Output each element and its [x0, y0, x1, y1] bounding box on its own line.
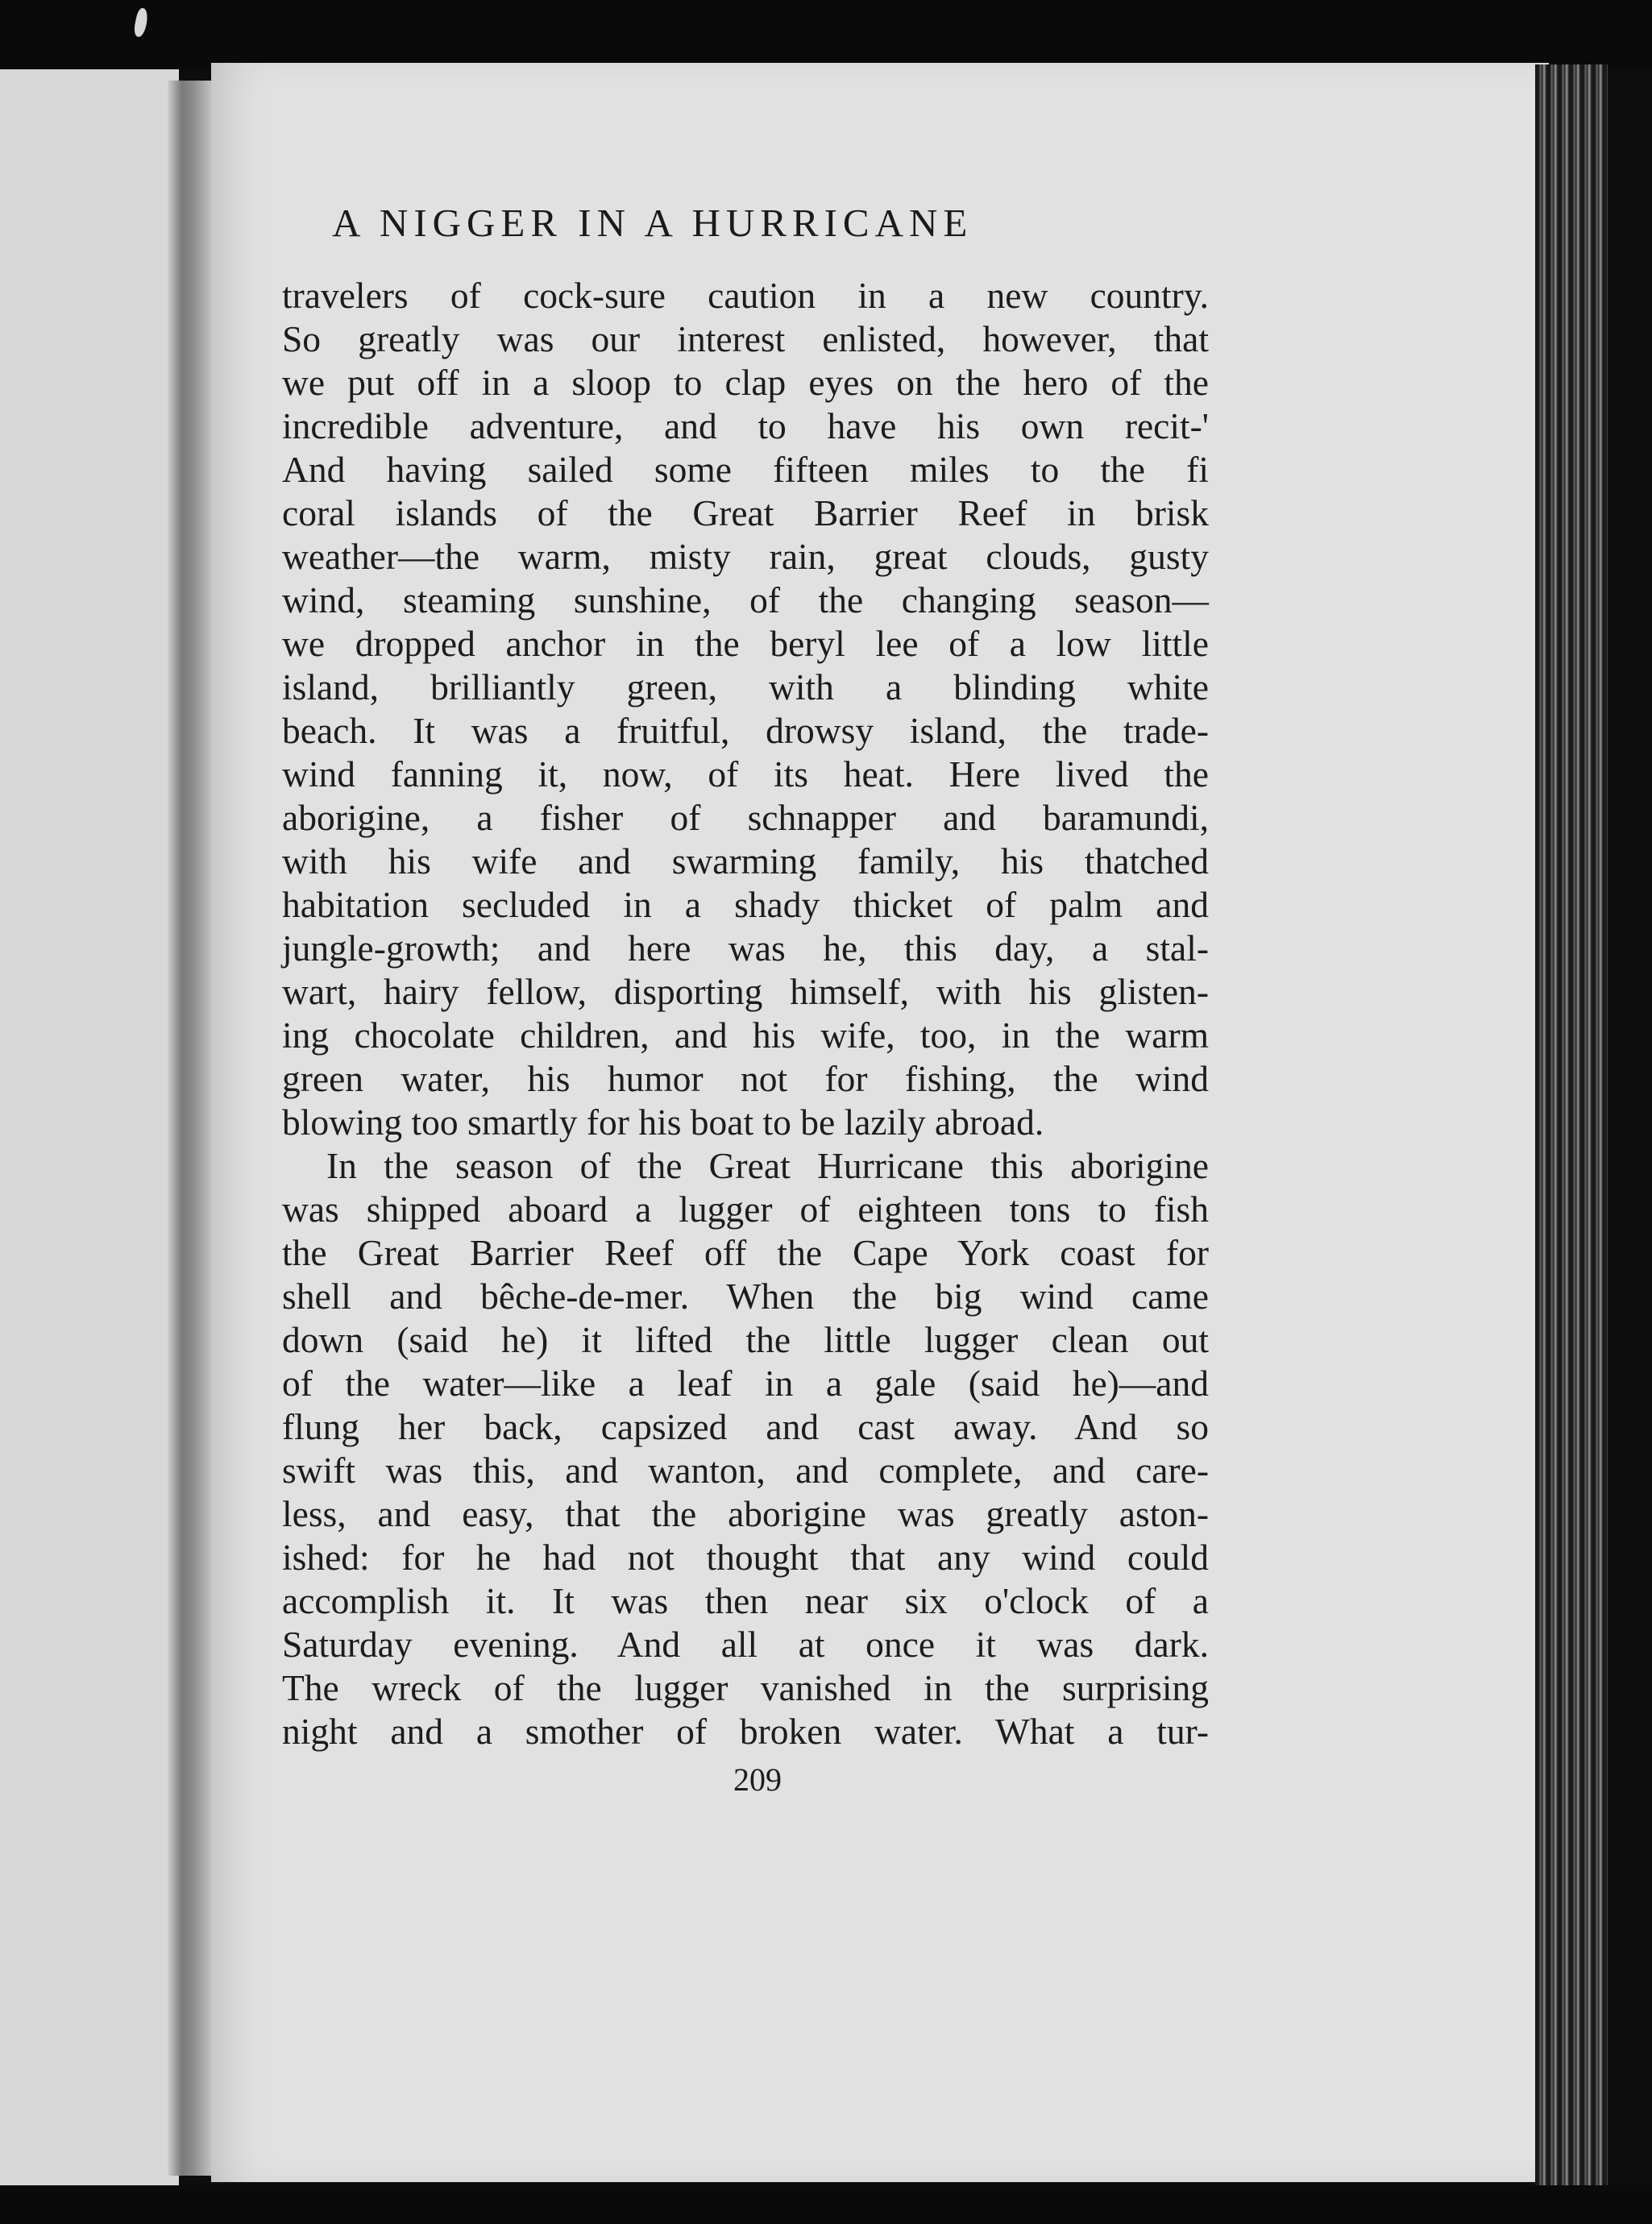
text-line: aborigine, a fisher of schnapper and baramundi, [282, 797, 1209, 838]
text-line: And having sailed some fifteen miles to the fi [282, 449, 1209, 490]
text-line: swift was this, and wanton, and complete, and care- [282, 1450, 1209, 1491]
text-line: down (said he) it lifted the little lugger clean out [282, 1319, 1209, 1360]
text-line: ished: for he had not thought that any wind could [282, 1537, 1209, 1578]
text-line: beach. It was a fruitful, drowsy island, the trade- [282, 710, 1209, 751]
text-line: weather—the warm, misty rain, great clouds, gusty [282, 536, 1209, 577]
text-line: blowing too smartly for his boat to be lazily abroad. [282, 1102, 1044, 1143]
text-line: of the water—like a leaf in a gale (said he)—and [282, 1363, 1209, 1404]
text-line: night and a smother of broken water. What a tur- [282, 1711, 1209, 1752]
text-line: jungle-growth; and here was he, this day, a stal- [282, 927, 1209, 969]
text-line: coral islands of the Great Barrier Reef in brisk [282, 492, 1209, 533]
text-line: ing chocolate children, and his wife, too, in the warm [282, 1014, 1209, 1056]
scan-top-border [0, 0, 1652, 69]
body-text [282, 274, 1209, 1753]
text-line: wart, hairy fellow, disporting himself, with his glisten- [282, 971, 1209, 1012]
text-line: less, and easy, that the aborigine was greatly aston- [282, 1493, 1209, 1534]
text-line: island, brilliantly green, with a blinding white [282, 666, 1209, 707]
text-line: green water, his humor not for fishing, the wind [282, 1058, 1209, 1099]
text-line: So greatly was our interest enlisted, however, that [282, 318, 1209, 359]
text-line: accomplish it. It was then near six o'clock of a [282, 1580, 1209, 1621]
text-line: wind fanning it, now, of its heat. Here lived the [282, 753, 1209, 795]
text-line: we put off in a sloop to clap eyes on the hero of the [282, 362, 1209, 403]
text-line: incredible adventure, and to have his own recit-' [282, 405, 1209, 446]
page-stack-edges [1535, 64, 1608, 2192]
text-line: with his wife and swarming family, his thatched [282, 840, 1209, 882]
text-line: In the season of the Great Hurricane this aborigine [326, 1145, 1209, 1186]
text-line: wind, steaming sunshine, of the changing season— [282, 579, 1209, 620]
text-line: Saturday evening. And all at once it was dark. [282, 1624, 1209, 1665]
text-line: The wreck of the lugger vanished in the surprising [282, 1667, 1209, 1708]
page-number: 209 [733, 1761, 782, 1798]
text-line: shell and bêche-de-mer. When the big wind came [282, 1276, 1209, 1317]
text-line: we dropped anchor in the beryl lee of a low little [282, 623, 1209, 664]
scan-bottom-border [0, 2185, 1652, 2224]
running-head: A NIGGER IN A HURRICANE [332, 201, 973, 245]
text-line: was shipped aboard a lugger of eighteen tons to fish [282, 1189, 1209, 1230]
text-line: flung her back, capsized and cast away. And so [282, 1406, 1209, 1447]
text-line: habitation secluded in a shady thicket of palm and [282, 884, 1209, 925]
text-line: the Great Barrier Reef off the Cape York coast for [282, 1232, 1209, 1273]
left-page-edge [0, 69, 179, 2197]
text-line: travelers of cock-sure caution in a new country. [282, 275, 1209, 316]
